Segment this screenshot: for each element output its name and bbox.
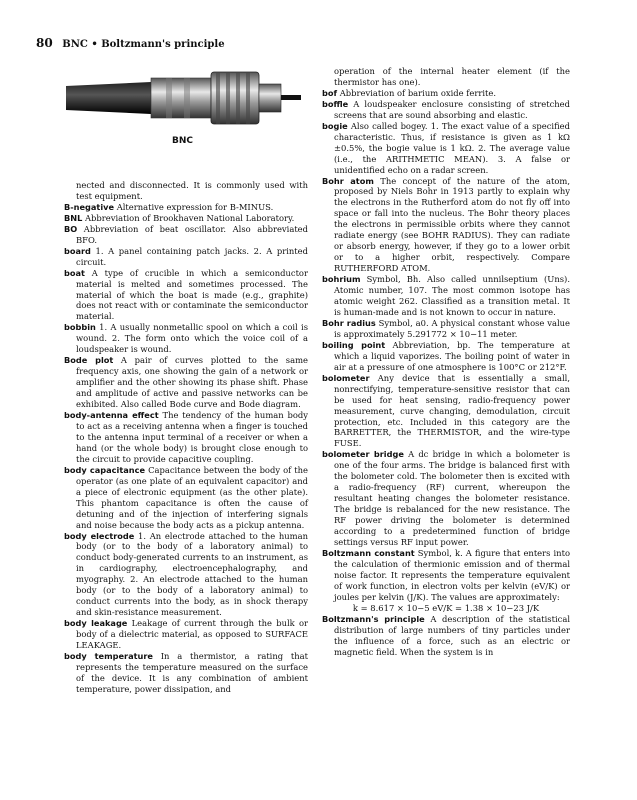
- cable-body: [66, 82, 151, 114]
- running-head: BNC • Boltzmann's principle: [62, 39, 225, 50]
- dictionary-entry: Boltzmann's principle A description of the statistical distribution of large numbers of tiny particles under the influence of a force, such as an electric or magnetic field. When the system is in: [322, 613, 570, 657]
- headword: body capacitance: [64, 464, 146, 475]
- headword: Boltzmann's principle: [322, 613, 425, 624]
- headword: bof: [322, 87, 338, 98]
- dictionary-entry: BO Abbreviation of beat oscillator. Also abbreviated BFO.: [64, 223, 308, 245]
- headword: board: [64, 245, 91, 256]
- headword: bohrium: [322, 274, 361, 285]
- headword: bolometer bridge: [322, 449, 404, 460]
- dictionary-entry: body capacitance Capacitance between the body of the operator (as one plate of an equivalent capacitor) and a piece of electronic equipment (as the other plate). This phantom capacitance is often the cause of detuning and of the injection of interfering signals and noise because the body acts as a pickup antenna.: [64, 464, 308, 530]
- headword: BO: [64, 223, 78, 234]
- headword: Bode plot: [64, 355, 114, 366]
- dictionary-entry: bof Abbreviation of barium oxide ferrite.: [322, 87, 496, 98]
- page-header: [36, 32, 225, 51]
- boltzmann-formula: k = 8.617 × 10−5 eV/K = 1.38 × 10−23 J/K: [352, 602, 540, 613]
- strain-relief: [151, 78, 211, 118]
- headword: body-antenna effect: [64, 410, 159, 421]
- headword: boat: [64, 267, 85, 278]
- center-pin: [281, 95, 301, 100]
- dictionary-entry: body temperature In a thermistor, a rating that represents the temperature measured on the surface of the device. It is any combination of ambient temperature, power dissipation, and: [64, 650, 309, 694]
- right-column: [322, 66, 570, 657]
- connector-neck: [259, 84, 281, 112]
- headword: body temperature: [64, 650, 153, 661]
- left-column: [64, 180, 308, 695]
- entry-continuation: operation of the internal heater element (if the thermistor has one).: [334, 66, 570, 87]
- dictionary-entry: boiling point Abbreviation, bp. The temperature at which a liquid vaporizes. The boiling point of water in air at a pressure of one atmosphere is 100°C or 212°F.: [322, 339, 570, 372]
- headword: Bohr radius: [322, 317, 376, 328]
- headword: BNL: [64, 212, 83, 223]
- dictionary-entry: Boltzmann constant Symbol, k. A figure that enters into the calculation of thermionic emission and of thermal noise factor. It represents the temperature equivalent of work function, in electron volts per kelvin (eV/K) or joules per kelvin (J/K). The values are approximately:: [322, 547, 570, 602]
- headword: bolometer: [322, 372, 370, 383]
- headword: boiling point: [322, 339, 386, 350]
- headword: B-negative: [64, 201, 115, 212]
- page-number: 80: [36, 36, 53, 50]
- headword: bogie: [322, 120, 348, 131]
- dictionary-entry: boffle A loudspeaker enclosure consisting of stretched screens that are sound absorbing and elastic.: [322, 98, 571, 120]
- dictionary-entry: body leakage Leakage of current through the bulk or body of a dielectric material, as opposed to SURFACE LEAKAGE.: [64, 618, 309, 651]
- dictionary-entry: Bode plot A pair of curves plotted to the same frequency axis, one showing the gain of a network or amplifier and the other showing its phase shift. Phase and amplitude of active and passive networks can be exhibited. Also called Bode curve and Bode diagram.: [64, 355, 308, 410]
- headword: Boltzmann constant: [322, 547, 415, 558]
- dictionary-entry: Bohr radius Symbol, a0. A physical constant whose value is approximately 5.291772 × 10−11 meter.: [322, 317, 571, 339]
- headword: bobbin: [64, 322, 96, 333]
- headword: boffle: [322, 98, 349, 109]
- dictionary-entry: bogie Also called bogey. 1. The exact value of a specified characteristic. Thus, if resistance is given as 1 kΩ ±0.5%, the bogie value is 1 kΩ. 2. The average value (i.e., the ARITHMETIC MEAN). 3. A false or unidentified echo on a radar screen.: [322, 120, 570, 175]
- bnc-connector-illustration: [66, 64, 306, 134]
- headword: body electrode: [64, 530, 135, 541]
- dictionary-entry: board 1. A panel containing patch jacks. 2. A printed circuit.: [64, 245, 308, 267]
- figure-caption: BNC: [172, 136, 193, 146]
- dictionary-entry: bolometer bridge A dc bridge in which a bolometer is one of the four arms. The bridge is balanced first with the bolometer cold. The bolometer then is excited with a radio-frequency (RF) current, whereupon the resultant heating changes the bolometer resistance. The bridge is rebalanced for the new resistance. The RF power driving the bolometer is determined according to a predetermined function of bridge settings versus RF input power.: [322, 449, 570, 547]
- dictionary-entry: bolometer Any device that is essentially a small, nonrectifying, temperature-sensitive resistor that can be used for heat sensing, radio-frequency power measurement, curve changing, demodulation, circuit protection, etc. Included in this category are the BARRETTER, the THERMISTOR, and the wire-type FUSE.: [322, 372, 570, 449]
- dictionary-entry: bobbin 1. A usually nonmetallic spool on which a coil is wound. 2. The form onto which the voice coil of a loudspeaker is wound.: [64, 322, 308, 355]
- dictionary-entry: Bohr atom The concept of the nature of the atom, proposed by Niels Bohr in 1913 partly to explain why the electrons in the Rutherford atom do not fly off into space or fall into the nucleus. The Bohr theory places the electrons in permissible orbits where they cannot radiate energy (see BOHR RADIUS). They can radiate or absorb energy, however, if they go to a lower orbit or to a higher orbit, respectively. Compare RUTHERFORD ATOM.: [322, 175, 570, 274]
- entry-continuation: nected and disconnected. It is commonly used with test equipment.: [76, 180, 308, 201]
- dictionary-entry: body electrode 1. An electrode attached to the human body (or to the body of a laboratory animal) to conduct body-generated currents to an instrument, as in cardiography, electroencephalography, and myography. 2. An electrode attached to the human body (or to the body of a laboratory animal) to conduct currents into the body, as in shock therapy and skin-resistance measurement.: [64, 530, 308, 618]
- dictionary-entry: bohrium Symbol, Bh. Also called unnilseptium (Uns). Atomic number, 107. The most common isotope has atomic weight 262. Classified as a transition metal. It is human-made and is not known to occur in nature.: [322, 274, 570, 317]
- headword: body leakage: [64, 618, 128, 629]
- dictionary-entry: B-negative Alternative expression for B-MINUS.: [64, 201, 274, 212]
- dictionary-entry: boat A type of crucible in which a semiconductor material is melted and sometimes processed. The material of which the boat is made (e.g., graphite) does not react with or contaminate the semiconductor material.: [64, 267, 308, 322]
- headword: Bohr atom: [322, 175, 374, 186]
- dictionary-entry: body-antenna effect The tendency of the human body to act as a receiving antenna when a finger is touched to the antenna input terminal of a receiver or when a hand (or the whole body) is brought close enough to the circuit to provide capacitive coupling.: [64, 410, 308, 464]
- dictionary-entry: BNL Abbreviation of Brookhaven National Laboratory.: [64, 212, 295, 223]
